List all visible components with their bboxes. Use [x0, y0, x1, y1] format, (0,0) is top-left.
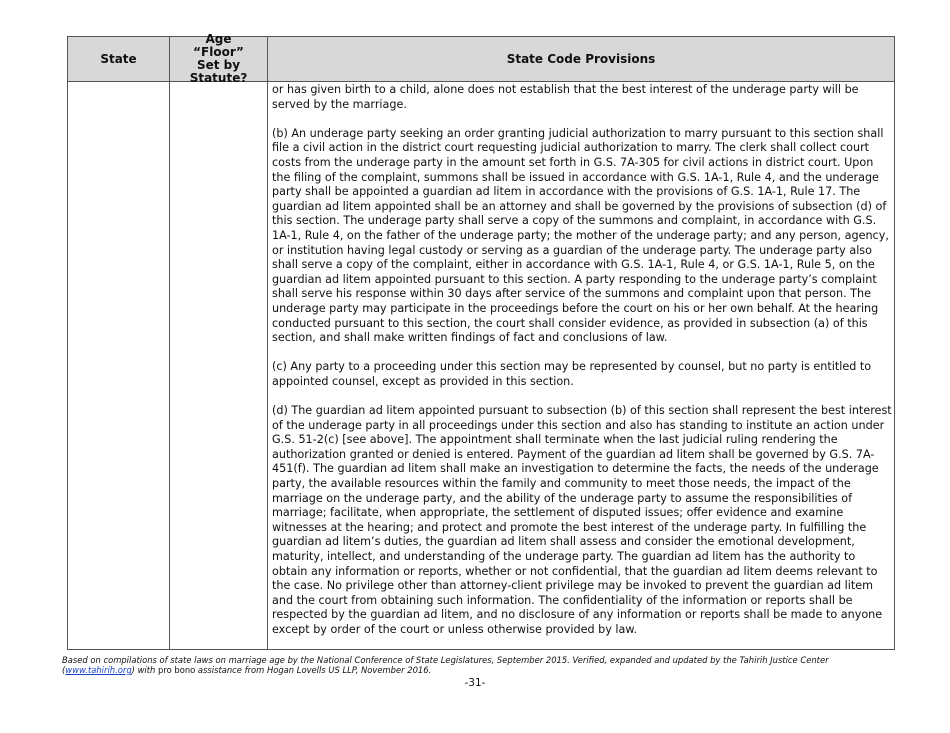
statute-table	[67, 32, 895, 650]
tahirih-link[interactable]: www.tahirih.org	[65, 665, 132, 675]
footer-note: Based on compilations of state laws on marriage age by the National Conference of State Legislatures, September 2015. Verified, expanded and updated by the Tahirih Justice Center (www.tahirih.org) with pro bono assistance from Hogan Lovells US LLP, November 2016.	[62, 655, 829, 675]
provisions-cell	[272, 83, 892, 638]
header-provisions: State Code Provisions	[506, 51, 656, 66]
paragraph-b: (b) An underage party seeking an order granting judicial authorization to marry pursuant to this section shall file a civil action in the district court requesting judicial authorization to marry. The clerk shall collect court costs from the underage party in the amount set forth in G.S. 7A-305 for civil actions in district court. Upon the filing of the complaint, summons shall be issued in accordance with G.S. 1A-1, Rule 4, and the underage party shall be appointed a guardian ad litem in accordance with the provisions of G.S. 1A-1, Rule 17. The guardian ad litem appointed shall be an attorney and shall be governed by the provisions of subsection (d) of this section. The underage party shall serve a copy of the summons and complaint, in accordance with G.S. 1A-1, Rule 4, on the father of the underage party; the mother of the underage party; and any person, agency, or institution having legal custody or serving as a guardian of the underage party. The underage party also shall serve a copy of the complaint, either in accordance with G.S. 1A-1, Rule 4, or G.S. 1A-1, Rule 5, on the guardian ad litem appointed pursuant to this section. A party responding to the underage party’s complaint shall serve his response within 30 days after service of the summons and complaint upon that person. The underage party may participate in the proceedings before the court on his or her own behalf. At the hearing conducted pursuant to this section, the court shall consider evidence, as provided in subsection (a) of this section, and shall make written findings of fact and conclusions of law.	[272, 126, 889, 345]
paragraph-d: (d) The guardian ad litem appointed pursuant to subsection (b) of this section shall represent the best interest of the underage party in all proceedings under this section and also has standing to institute an action under G.S. 51-2(c) [see above]. The appointment shall terminate when the last judicial ruling rendering the authorization granted or denied is entered. Payment of the guardian ad litem shall be governed by G.S. 7A-451(f). The guardian ad litem shall make an investigation to determine the facts, the needs of the underage party, the available resources within the family and community to meet those needs, the impact of the marriage on the underage party, and the ability of the underage party to assume the responsibilities of marriage; facilitate, when appropriate, the settlement of disputed issues; offer evidence and examine witnesses at the hearing; and protect and promote the best interest of the underage party. In fulfilling the guardian ad litem’s duties, the guardian ad litem shall assess and consider the emotional development, maturity, intellect, and understanding of the underage party. The guardian ad litem has the authority to obtain any information or reports, whether or not confidential, that the guardian ad litem deems relevant to the case. No privilege other than attorney-client privilege may be invoked to prevent the guardian ad litem and the court from obtaining such information. The confidentiality of the information or reports shall be respected by the guardian ad litem, and no disclosure of any information or reports shall be made to anyone except by order of the court or unless otherwise provided by law.	[272, 404, 892, 636]
column-divider	[267, 37, 268, 649]
paragraph-c: (c) Any party to a proceeding under this section may be represented by counsel, but no party is entitled to appointed counsel, except as provided in this section.	[272, 360, 872, 388]
page-number: -31-	[464, 677, 486, 689]
header-state: State	[100, 51, 137, 66]
column-divider	[169, 37, 170, 649]
header-age-floor: Age “Floor” Set by Statute?	[189, 32, 248, 85]
paragraph-continued: or has given birth to a child, alone does not establish that the best interest of the underage party will be served by the marriage.	[272, 83, 859, 111]
